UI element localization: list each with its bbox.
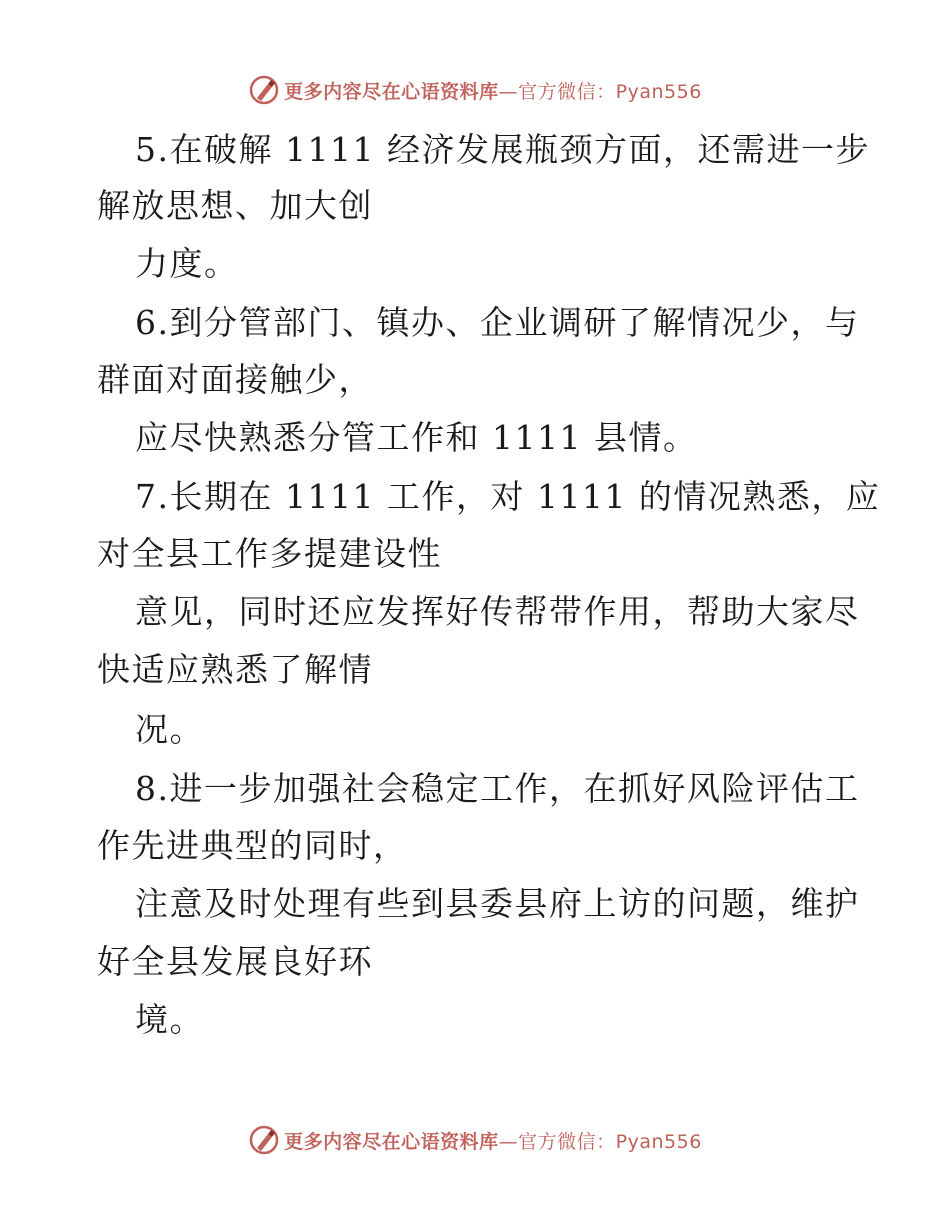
text-line-1: 5.在破解 1111 经济发展瓶颈方面，还需进一步 <box>135 130 870 169</box>
text-line-13: 作先进典型的同时， <box>97 826 408 865</box>
text-line-14: 注意及时处理有些到县委县府上访的问题，维护 <box>135 884 860 923</box>
text-line-8: 对全县工作多提建设性 <box>97 534 442 573</box>
text-line-16: 境。 <box>135 1000 204 1039</box>
pen-logo-icon <box>248 74 280 106</box>
text-line-6: 应尽快熟悉分管工作和 1111 县情。 <box>135 418 698 457</box>
text-line-10: 快适应熟悉了解情 <box>97 650 373 689</box>
header-banner-text: 更多内容尽在心语资料库—官方微信：Pyan556 <box>284 80 702 103</box>
text-line-12: 8.进一步加强社会稳定工作，在抓好风险评估工 <box>135 769 860 808</box>
text-line-9: 意见，同时还应发挥好传帮带作用，帮助大家尽 <box>135 592 860 631</box>
footer-banner <box>0 1120 950 1160</box>
text-line-3: 力度。 <box>135 244 239 283</box>
text-line-2: 解放思想、加大创 <box>97 186 373 225</box>
footer-banner-text: 更多内容尽在心语资料库—官方微信：Pyan556 <box>284 1130 702 1153</box>
text-line-5: 群面对面接触少， <box>97 360 373 399</box>
pen-logo-icon <box>248 1124 280 1156</box>
text-line-15: 好全县发展良好环 <box>97 942 373 981</box>
text-line-4: 6.到分管部门、镇办、企业调研了解情况少，与 <box>135 303 860 342</box>
header-banner <box>0 70 950 110</box>
text-line-11: 况。 <box>135 710 204 749</box>
text-line-7: 7.长期在 1111 工作，对 1111 的情况熟悉，应 <box>135 477 881 516</box>
